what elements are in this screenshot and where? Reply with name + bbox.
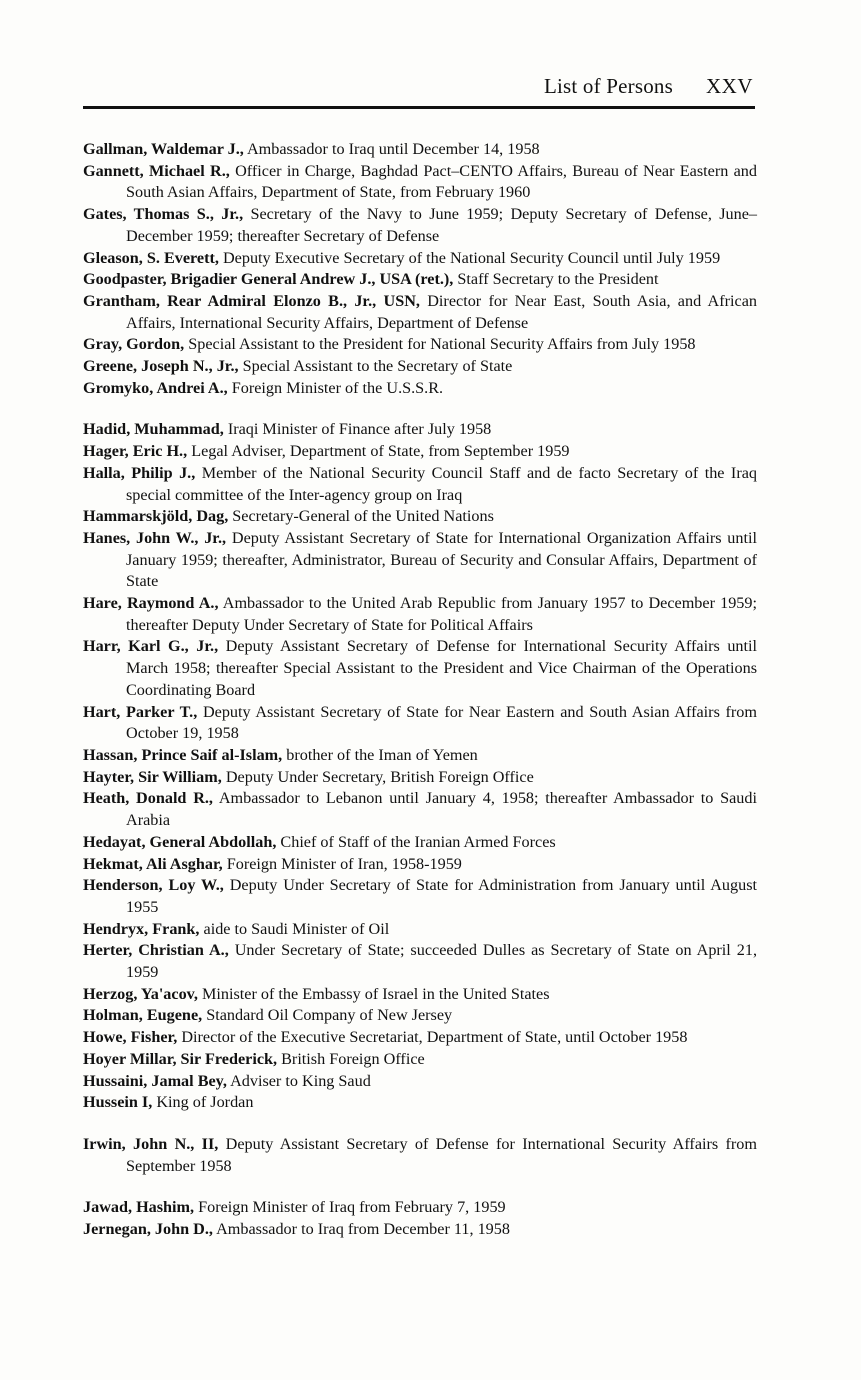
person-name: Grantham, Rear Admiral Elonzo B., Jr., USN, <box>83 291 420 310</box>
letter-group <box>83 1134 757 1177</box>
person-name: Hendryx, Frank, <box>83 919 200 938</box>
person-entry <box>83 1049 757 1071</box>
person-description: Staff Secretary to the President <box>453 270 659 289</box>
person-name: Hussein I, <box>83 1093 153 1112</box>
person-description: Ambassador to Iraq from December 11, 1958 <box>212 1220 510 1239</box>
person-name: Hussaini, Jamal Bey, <box>83 1071 227 1090</box>
person-description: Special Assistant to the President for National Security Affairs from July 1958 <box>184 335 696 354</box>
person-description: brother of the Iman of Yemen <box>282 745 478 764</box>
person-entry <box>83 940 757 983</box>
person-entry <box>83 291 757 334</box>
person-description: Foreign Minister of Iran, 1958-1959 <box>222 854 462 873</box>
person-name: Heath, Donald R., <box>83 789 213 808</box>
person-entry <box>83 506 757 528</box>
person-description: King of Jordan <box>152 1093 254 1112</box>
person-description: Ambassador to Iraq until December 14, 1958 <box>243 140 540 158</box>
letter-group <box>83 139 757 399</box>
person-entry <box>83 875 757 918</box>
person-description: Secretary of the Navy to June 1959; Deputy Secretary of Defense, June–December 1959; thereafter Secretary of Defense <box>126 205 757 245</box>
header-title: List of Persons <box>544 74 673 98</box>
person-entry <box>83 378 757 400</box>
person-name: Harr, Karl G., Jr., <box>83 637 219 656</box>
person-description: Ambassador to the United Arab Republic from January 1957 to December 1959; thereafter Deputy Under Secretary of State for Political Affairs <box>126 594 757 634</box>
person-description: British Foreign Office <box>277 1049 425 1068</box>
person-entry <box>83 593 757 636</box>
person-entry <box>83 1071 757 1093</box>
person-name: Herzog, Ya'acov, <box>83 984 198 1003</box>
person-entry <box>83 984 757 1006</box>
person-entry <box>83 1092 757 1114</box>
person-name: Hart, Parker T., <box>83 702 198 721</box>
person-name: Hedayat, General Abdollah, <box>83 832 277 851</box>
person-entry <box>83 528 757 593</box>
person-name: Gray, Gordon, <box>83 335 185 354</box>
person-name: Herter, Christian A., <box>83 941 229 960</box>
person-description: Ambassador to Lebanon until January 4, 1958; thereafter Ambassador to Saudi Arabia <box>126 789 757 830</box>
person-description: Deputy Assistant Secretary of State for Near Eastern and South Asian Affairs from October 19, 1958 <box>126 702 757 743</box>
person-name: Greene, Joseph N., Jr., <box>83 357 239 376</box>
person-entry <box>83 419 757 441</box>
person-name: Gleason, S. Everett, <box>83 248 219 267</box>
person-name: Jernegan, John D., <box>83 1220 213 1239</box>
person-description: Deputy Under Secretary of State for Administration from January until August 1955 <box>126 876 757 916</box>
person-description: Deputy Assistant Secretary of Defense for International Security Affairs until March 1958; thereafter Special Assistant to the President and Vice Chairman of the Operations Coordinating Board <box>126 637 757 699</box>
person-name: Gallman, Waldemar J., <box>83 140 244 158</box>
person-entry <box>83 832 757 854</box>
person-name: Hayter, Sir William, <box>83 767 222 786</box>
person-entry <box>83 788 757 831</box>
person-name: Hoyer Millar, Sir Frederick, <box>83 1049 278 1068</box>
letter-group <box>83 419 757 1114</box>
person-name: Hassan, Prince Saif al-Islam, <box>83 745 283 764</box>
person-entry <box>83 767 757 789</box>
person-entry <box>83 1027 757 1049</box>
person-name: Henderson, Loy W., <box>83 876 224 895</box>
letter-group <box>83 1197 757 1240</box>
person-description: Deputy Assistant Secretary of Defense for International Security Affairs from September 1958 <box>126 1134 757 1175</box>
person-name: Goodpaster, Brigadier General Andrew J., USA (ret.), <box>83 270 454 289</box>
person-entry <box>83 161 757 204</box>
person-description: Deputy Under Secretary, British Foreign Office <box>221 767 534 786</box>
person-entry <box>83 636 757 701</box>
person-entry <box>83 854 757 876</box>
person-description: Legal Adviser, Department of State, from September 1959 <box>187 442 570 461</box>
person-entry <box>83 269 757 291</box>
person-description: Iraqi Minister of Finance after July 1958 <box>223 420 492 439</box>
person-description: Minister of the Embassy of Israel in the United States <box>197 984 550 1003</box>
person-description: Foreign Minister of the U.S.S.R. <box>227 378 444 397</box>
person-name: Hekmat, Ali Asghar, <box>83 854 223 873</box>
person-name: Gannett, Michael R., <box>83 161 230 180</box>
person-description: Member of the National Security Council Staff and de facto Secretary of the Iraq special committee of the Inter-agency group on Iraq <box>126 463 757 504</box>
person-entry <box>83 356 757 378</box>
person-name: Hammarskjöld, Dag, <box>83 507 229 526</box>
running-header <box>83 72 755 109</box>
person-description: Secretary-General of the United Nations <box>228 507 494 526</box>
person-description: Director for Near East, South Asia, and African Affairs, International Security Affairs, Department of Defense <box>126 291 757 332</box>
person-name: Howe, Fisher, <box>83 1028 178 1047</box>
person-entry <box>83 204 757 247</box>
person-description: Special Assistant to the Secretary of State <box>238 357 513 376</box>
person-entry <box>83 1219 757 1241</box>
person-description: Standard Oil Company of New Jersey <box>202 1006 453 1025</box>
person-description: Director of the Executive Secretariat, Department of State, until October 1958 <box>177 1028 688 1047</box>
person-description: aide to Saudi Minister of Oil <box>199 919 390 938</box>
page-number: XXV <box>706 74 753 98</box>
person-description: Under Secretary of State; succeeded Dulles as Secretary of State on April 21, 1959 <box>126 941 757 982</box>
person-description: Deputy Executive Secretary of the National Security Council until July 1959 <box>218 248 721 267</box>
person-name: Gates, Thomas S., Jr., <box>83 205 244 224</box>
person-name: Hager, Eric H., <box>83 442 188 461</box>
person-description: Foreign Minister of Iraq from February 7, 1959 <box>194 1198 506 1217</box>
person-name: Jawad, Hashim, <box>83 1198 195 1217</box>
person-description: Adviser to King Saud <box>226 1071 371 1090</box>
person-name: Gromyko, Andrei A., <box>83 378 228 397</box>
person-name: Halla, Philip J., <box>83 463 196 482</box>
person-name: Hare, Raymond A., <box>83 594 219 613</box>
person-description: Deputy Assistant Secretary of State for International Organization Affairs until January 1959; thereafter, Administrator, Bureau of Security and Consular Affairs, Department of State <box>126 528 757 591</box>
person-name: Hadid, Muhammad, <box>83 420 224 439</box>
person-entry <box>83 919 757 941</box>
person-name: Holman, Eugene, <box>83 1006 203 1025</box>
person-entry <box>83 745 757 767</box>
person-entry <box>83 1197 757 1219</box>
person-entry <box>83 334 757 356</box>
person-entry <box>83 1134 757 1177</box>
person-entry <box>83 139 757 161</box>
persons-list <box>83 139 757 1241</box>
person-entry <box>83 1005 757 1027</box>
person-entry <box>83 441 757 463</box>
person-description: Officer in Charge, Baghdad Pact–CENTO Affairs, Bureau of Near Eastern and South Asian Affairs, Department of State, from February 1960 <box>126 161 757 202</box>
person-name: Hanes, John W., Jr., <box>83 528 227 547</box>
person-entry <box>83 463 757 506</box>
person-entry <box>83 702 757 745</box>
person-entry <box>83 248 757 270</box>
person-name: Irwin, John N., II, <box>83 1134 219 1153</box>
person-description: Chief of Staff of the Iranian Armed Forces <box>276 832 556 851</box>
